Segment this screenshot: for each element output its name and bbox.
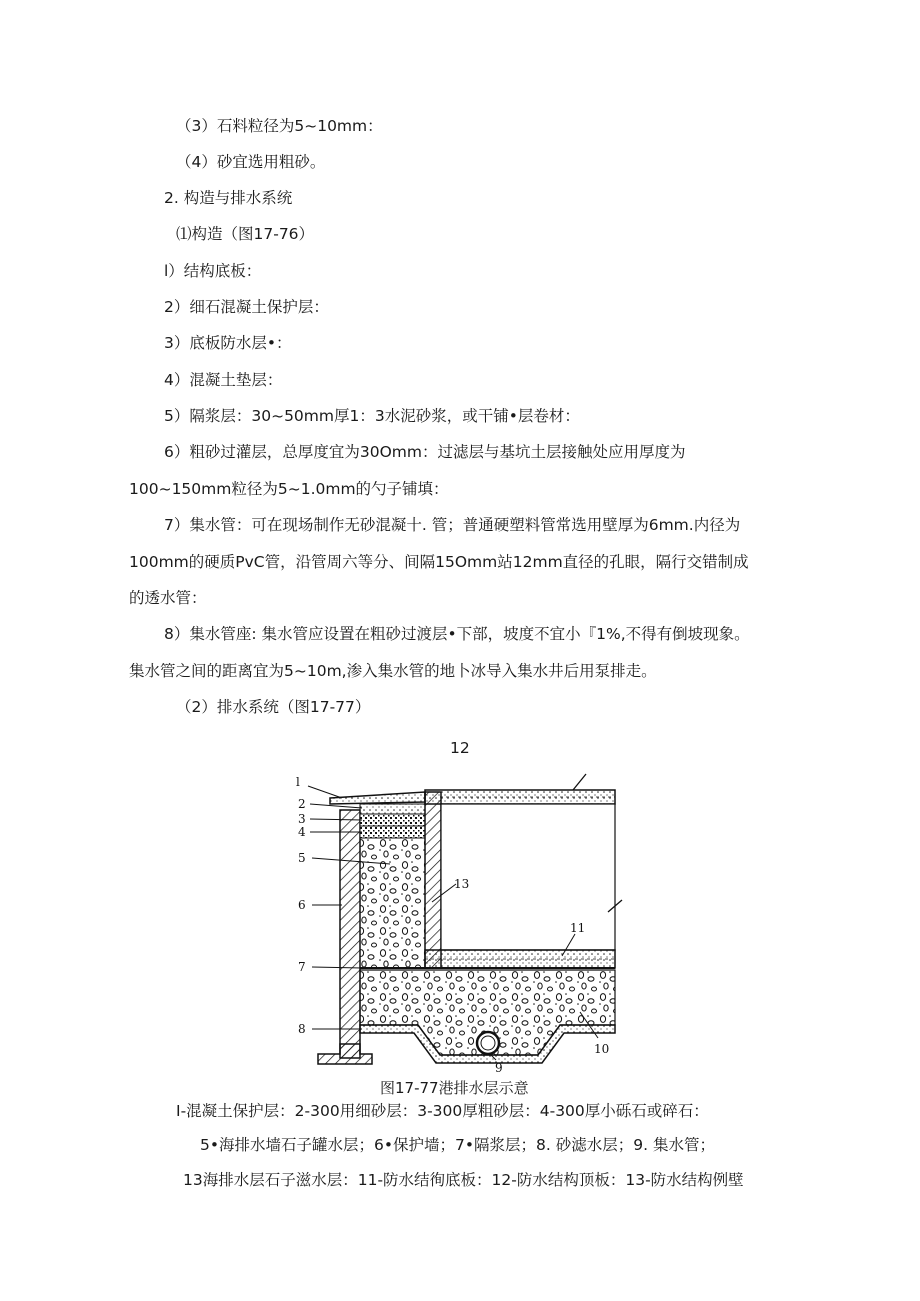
fine-sand-layer — [360, 804, 425, 814]
label-11: 11 — [570, 921, 586, 935]
figure-number: 12 — [450, 739, 470, 757]
text-line: 3）底板防水层•： — [164, 334, 292, 352]
label-8: 8 — [298, 1022, 306, 1036]
text-line: （3）石料粒径为5~10mm： — [176, 117, 383, 135]
text-line: 2）细石混凝土保护层： — [164, 298, 329, 316]
figure-caption: 图17-77港排水层示意 — [380, 1079, 529, 1097]
top-protective-layer — [330, 792, 425, 804]
drainage-diagram — [290, 772, 630, 1077]
text-line: 7）集水管：可在现场制作无砂混凝十. 管；普通硬塑料管常选用壁厚为6mm.内径为 — [164, 516, 741, 534]
wall-footing — [318, 1044, 372, 1064]
structure-side-wall — [425, 792, 441, 968]
legend-line: 5•海排水墙石子罐水层；6•保护墙；7•隔浆层；8. 砂滤水层；9. 集水管； — [200, 1136, 715, 1154]
text-line: （4）砂宜选用粗砂。 — [176, 153, 326, 171]
subsection-heading: ⑴构造（图17-76） — [176, 225, 315, 243]
protective-wall — [340, 810, 360, 1058]
text-line: 100mm的硬质PvC管，沿管周六等分、间隔15Omm站12mm直径的孔眼，隔行交错制成 — [129, 553, 749, 571]
label-4: 4 — [298, 825, 306, 839]
label-2: 2 — [298, 797, 306, 811]
text-line: 集水管之间的距离宜为5~10m,渗入集水管的地卜冰导入集水井后用泵排走。 — [129, 662, 657, 680]
text-line: 100~150mm粒径为5~1.0mm的勺子铺填： — [129, 480, 449, 498]
label-6: 6 — [298, 898, 306, 912]
text-line: 6）粗砂过灌层，总厚度宜为30Omm：过滤层与基坑土层接触处应用厚度为 — [164, 443, 686, 461]
section-heading: 2. 构造与排水系统 — [164, 189, 293, 207]
label-10: 10 — [594, 1042, 610, 1056]
label-1: l — [296, 775, 300, 789]
text-line: l）结构底板： — [164, 262, 262, 280]
drainage-wall-gravel — [360, 838, 425, 968]
text-line: 的透水管： — [129, 589, 207, 607]
structure-bottom-slab — [425, 950, 615, 968]
break-line-top — [573, 774, 586, 790]
legend-line: I-混凝土保护层：2-300用细砂层：3-300厚粗砂层：4-300厚小砾石或碎石： — [176, 1102, 709, 1120]
text-line: 8）集水管座: 集水管应设置在粗砂过渡层•下部，坡度不宜小『1%,不得有倒坡现象。 — [164, 625, 750, 643]
text-line: 5）隔浆层：30~50mm厚1：3水泥砂浆，或干铺•层卷材： — [164, 407, 580, 425]
label-3: 3 — [298, 812, 306, 826]
label-13: 13 — [454, 877, 470, 891]
label-7: 7 — [298, 960, 306, 974]
label-5: 5 — [298, 851, 306, 865]
small-gravel-layer — [360, 826, 425, 838]
subsection-heading: （2）排水系统（图17-77） — [176, 698, 371, 716]
text-line: 4）混凝土垫层： — [164, 371, 283, 389]
legend-line: 13海排水层石子滋水层：11-防水结徇底板：12-防水结构顶板：13-防水结构例壁 — [183, 1171, 744, 1189]
coarse-sand-layer — [360, 814, 425, 826]
collector-pipe — [477, 1032, 499, 1054]
label-9: 9 — [495, 1061, 503, 1075]
